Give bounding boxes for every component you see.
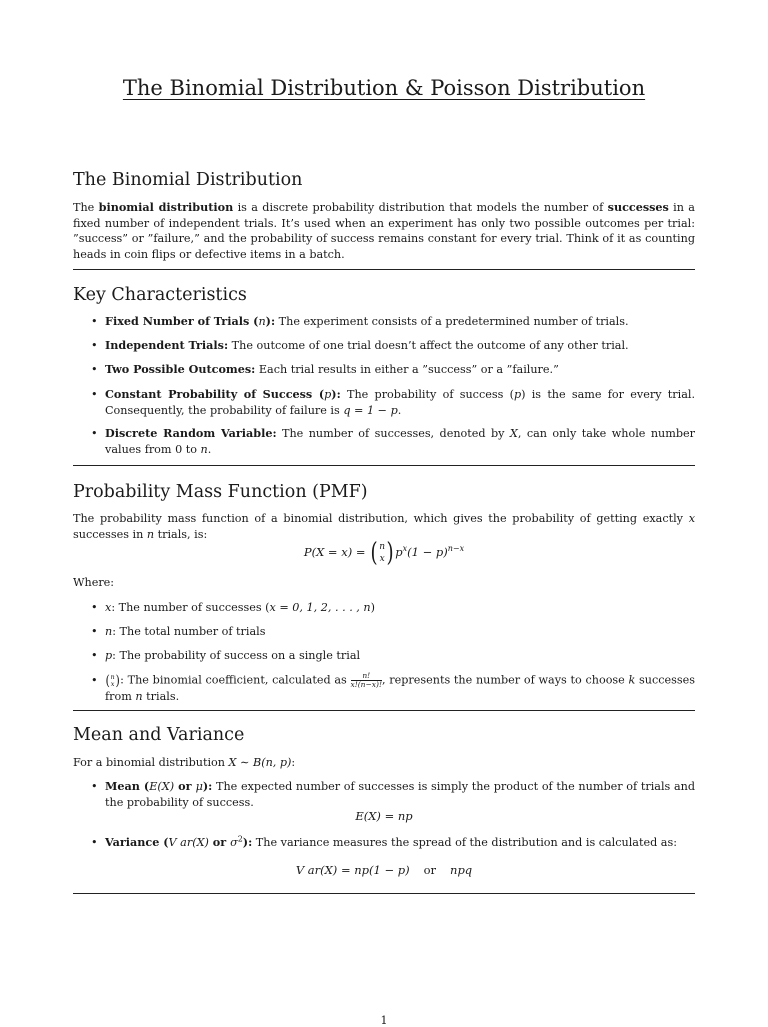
bullet: • (91, 674, 98, 687)
bold-label: ): (265, 314, 276, 328)
bullet: • (91, 315, 98, 328)
fraction-denominator: x!(n−x)! (350, 680, 382, 689)
bold-label: Discrete Random Variable: (105, 426, 277, 440)
section-heading-pmf: Probability Mass Function (PMF) (73, 482, 368, 502)
item-text: . (397, 403, 402, 417)
math-var: μ (195, 780, 203, 793)
divider (73, 893, 695, 894)
bold-label: or (208, 835, 231, 849)
binom-bottom: x (110, 679, 115, 688)
binomial-intro-paragraph (73, 200, 695, 262)
item-text: ) (370, 601, 376, 614)
exponent: 2 (237, 834, 243, 844)
bold-label: Variance ( (105, 835, 169, 849)
math-var: n (258, 315, 266, 328)
item-text: . (207, 442, 212, 456)
text-span: is a discrete probability distribution that models the number of (233, 201, 608, 214)
list-item (105, 387, 695, 418)
section-heading-binomial: The Binomial Distribution (73, 170, 303, 190)
list-item (105, 338, 695, 354)
mean-variance-intro (73, 755, 695, 771)
text-span: For a binomial distribution (73, 756, 229, 769)
pmf-intro-paragraph (73, 511, 695, 542)
section-heading-mean-variance: Mean and Variance (73, 725, 245, 745)
list-item (105, 314, 695, 330)
bullet: • (91, 836, 98, 849)
bullet: • (91, 601, 98, 614)
item-text: The probability of success ( (340, 388, 514, 401)
bullet: • (91, 780, 98, 793)
list-item-variance (105, 835, 695, 851)
math-expr: (1 − p) (407, 545, 448, 559)
exponent: n−x (447, 544, 465, 554)
divider (73, 269, 695, 270)
item-text: The variance measures the spread of the distribution and is calculated as: (252, 836, 677, 849)
list-item (105, 624, 695, 640)
or-text: or (423, 863, 437, 877)
math-var: σ (230, 836, 238, 849)
list-item (105, 648, 695, 664)
item-text: : The binomial coefficient, calculated as (120, 673, 351, 687)
bold-label: ): (242, 835, 253, 849)
divider (73, 710, 695, 711)
math-var: n (146, 527, 155, 541)
text-span: : (291, 756, 296, 769)
math-expr: V ar(X) = np(1 − p) (295, 863, 410, 877)
text-span: in a fixed number of independent trials. It’s used when an experiment has only two possible outcomes per trial: ”success” or ”failure,” and the probability of success remains constant for every trial. Think of it as counting heads in coin flips or defective items in a batch. (73, 201, 695, 261)
math-var: x (688, 512, 695, 525)
binom-top: n (110, 672, 115, 681)
math-var: p (513, 388, 522, 401)
bold-label: Independent Trials: (105, 338, 229, 352)
math-var: k (628, 673, 636, 687)
bold-label: ): (331, 387, 341, 401)
bold-label: or (174, 779, 196, 793)
item-text: Each trial results in either a ”success” or a ”failure.” (255, 363, 559, 376)
item-text: : The number of successes ( (111, 601, 270, 614)
text-span: trials, is: (154, 527, 208, 541)
item-text: , represents the number of ways to choose (381, 673, 629, 687)
item-text: trials. (142, 690, 180, 703)
bold-label: Constant Probability of Success ( (105, 387, 325, 401)
text-span: successes in (73, 527, 147, 541)
math-expr: V ar(X) (168, 836, 209, 849)
math-var: p (105, 649, 113, 662)
bold-label: ): (202, 779, 213, 793)
math-var: x (105, 601, 112, 614)
text-span: The (73, 201, 99, 214)
binomial-coefficient: ( n x ) (370, 538, 394, 568)
item-text: : The probability of success on a single trial (112, 649, 361, 662)
math-expr: E(X) (149, 780, 175, 793)
list-item-mean (105, 779, 695, 810)
item-text: The experiment consists of a predetermined number of trials. (275, 315, 629, 328)
exponent: x (402, 544, 408, 554)
divider (73, 465, 695, 466)
bold-term: successes (607, 200, 669, 214)
math-expr: P(X = x) = (303, 545, 370, 559)
mean-equation (73, 808, 695, 824)
math-var: n (105, 625, 113, 638)
item-text: : The total number of trials (112, 625, 266, 638)
bullet: • (91, 427, 98, 440)
document-title: The Binomial Distribution & Poisson Distribution (122, 76, 646, 100)
page-number: 1 (380, 1014, 388, 1027)
item-text: ) is the same for every trial. Consequently, the probability of failure is (105, 388, 695, 417)
list-item (105, 426, 695, 457)
bold-label: Two Possible Outcomes: (105, 362, 256, 376)
math-expr: E(X) = np (355, 809, 413, 823)
bold-term: binomial distribution (98, 200, 234, 214)
item-text: successes from (105, 673, 695, 703)
bullet: • (91, 363, 98, 376)
bullet: • (91, 625, 98, 638)
bullet: • (91, 388, 98, 401)
fraction (351, 672, 382, 689)
where-label: Where: (73, 576, 115, 589)
math-expr: npq (450, 863, 473, 877)
math-expr: X ∼ B(n, p) (228, 756, 292, 769)
math-expr: q = 1 − p (343, 403, 398, 417)
math-var: X (509, 427, 518, 440)
math-var: p (395, 545, 403, 559)
math-expr: x = 0, 1, 2, . . . , n (269, 601, 371, 614)
math-var: p (324, 388, 332, 401)
section-heading-key-characteristics: Key Characteristics (73, 285, 247, 305)
bullet: • (91, 339, 98, 352)
pmf-equation (73, 540, 695, 566)
variance-equation (73, 862, 695, 878)
binomial-coefficient: ( n x ) (105, 672, 120, 689)
math-var: n (200, 442, 208, 456)
list-item (105, 672, 695, 705)
fraction-numerator: n! (351, 672, 382, 681)
text-span: The probability mass function of a binomial distribution, which gives the probability of getting exactly (73, 512, 689, 525)
math-var: n (135, 690, 143, 703)
item-text: The number of successes, denoted by (276, 427, 510, 440)
list-item (105, 600, 695, 616)
item-text: The outcome of one trial doesn’t affect the outcome of any other trial. (228, 339, 629, 352)
item-text: The expected number of successes is simply the product of the number of trials and the probability of success. (105, 780, 696, 809)
list-item (105, 362, 695, 378)
bold-label: Mean ( (105, 779, 150, 793)
bold-label: Fixed Number of Trials ( (105, 314, 259, 328)
binom-bottom: x (379, 554, 385, 564)
item-text: , can only take whole number values from 0 to (105, 427, 695, 456)
binom-top: n (379, 542, 386, 552)
bullet: • (91, 649, 98, 662)
